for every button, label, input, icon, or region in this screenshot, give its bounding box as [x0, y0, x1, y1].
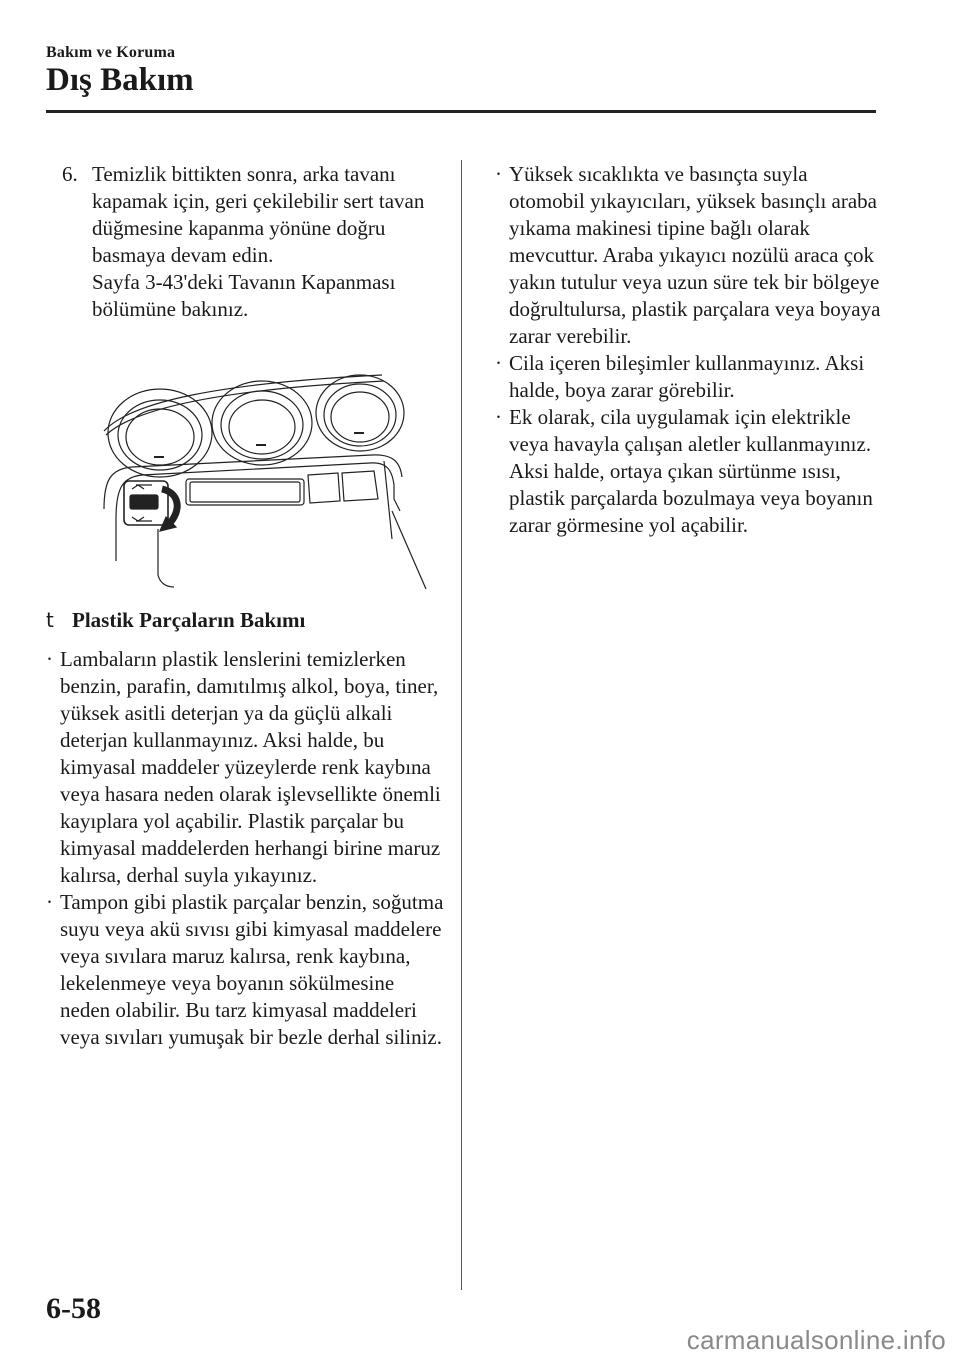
step-body — [92, 161, 446, 323]
section-label: Bakım ve Koruma — [46, 44, 176, 61]
dashboard-hardtop-switch-illustration — [102, 361, 432, 591]
step-6 — [46, 161, 446, 323]
bullet-dot: · — [46, 890, 53, 914]
list-item — [495, 350, 885, 404]
plastic-care-heading — [46, 607, 446, 634]
washing-cautions-list — [495, 161, 885, 539]
page-number: 6-58 — [46, 1292, 101, 1325]
heading-text: Plastik Parçaların Bakımı — [72, 608, 306, 632]
page-title: Dış Bakım — [46, 62, 194, 98]
air-vent-right — [316, 375, 404, 451]
step-number: 6. — [62, 162, 78, 186]
bullet-dot: · — [495, 351, 502, 375]
left-column — [46, 161, 446, 1051]
list-item-text: Yüksek sıcaklıkta ve basınçta suyla otomobil yıkayıcıları, yüksek basınçlı araba yıkama makinesi tipine bağlı olarak mevcuttur. Araba yıkayıcı nozülü araca çok yakın tutulur veya uzun süre tek bir bölgeye doğrultulursa, plastik parçalara veya boyaya zarar verebilir. — [509, 162, 881, 348]
hardtop-switch — [124, 481, 168, 525]
list-item — [495, 161, 885, 350]
right-column — [495, 161, 885, 539]
heading-marker: t — [46, 608, 54, 632]
air-vent-center — [212, 381, 312, 465]
list-item — [46, 646, 446, 889]
list-item-text: Cila içeren bileşimler kullanmayınız. Aksi halde, boya zarar görebilir. — [509, 351, 865, 402]
list-item-text: Lambaların plastik lenslerini temizlerken benzin, parafin, damıtılmış alkol, boya, tiner, yüksek asitli deterjan ya da güçlü alkali deterjan kullanmayınız. Aksi halde, bu kimyasal maddeler yüzeylerde renk kaybına veya hasara neden olarak işlevsellikte önemli kayıplara yol açabilir. Plastik parçalar bu kimyasal maddelerden herhangi birine maruz kalırsa, derhal suyla yıkayınız. — [60, 647, 441, 887]
list-item-text: Tampon gibi plastik parçalar benzin, soğutma suyu veya akü sıvısı gibi kimyasal maddelere veya sıvılara maruz kalırsa, renk kaybına, lekelenmeye veya boyanın sökülmesine neden olabilir. Bu tarz kimyasal maddeleri veya sıvıları yumuşak bir bezle derhal siliniz. — [60, 890, 444, 1049]
header-rule — [46, 110, 876, 113]
list-item — [495, 404, 885, 539]
bullet-dot: · — [46, 647, 53, 671]
step-reference: Sayfa 3-43'deki Tavanın Kapanması bölümüne bakınız. — [92, 270, 396, 321]
column-divider — [461, 160, 462, 1290]
list-item-text: Ek olarak, cila uygulamak için elektrikle veya havayla çalışan aletler kullanmayınız. Aksi halde, ortaya çıkan sürtünme ısısı, plastik parçalarda bozulmaya veya boyanın zarar görmesine yol açabilir. — [509, 405, 873, 537]
bullet-dot: · — [495, 405, 502, 429]
watermark: carmanualsonline.info — [686, 1325, 946, 1355]
step-text: Temizlik bittikten sonra, arka tavanı kapamak için, geri çekilebilir sert tavan düğmesine kapanma yönüne doğru basmaya devam edin. — [92, 162, 425, 267]
plastic-care-list — [46, 646, 446, 1051]
list-item — [46, 889, 446, 1051]
bullet-dot: · — [495, 162, 502, 186]
